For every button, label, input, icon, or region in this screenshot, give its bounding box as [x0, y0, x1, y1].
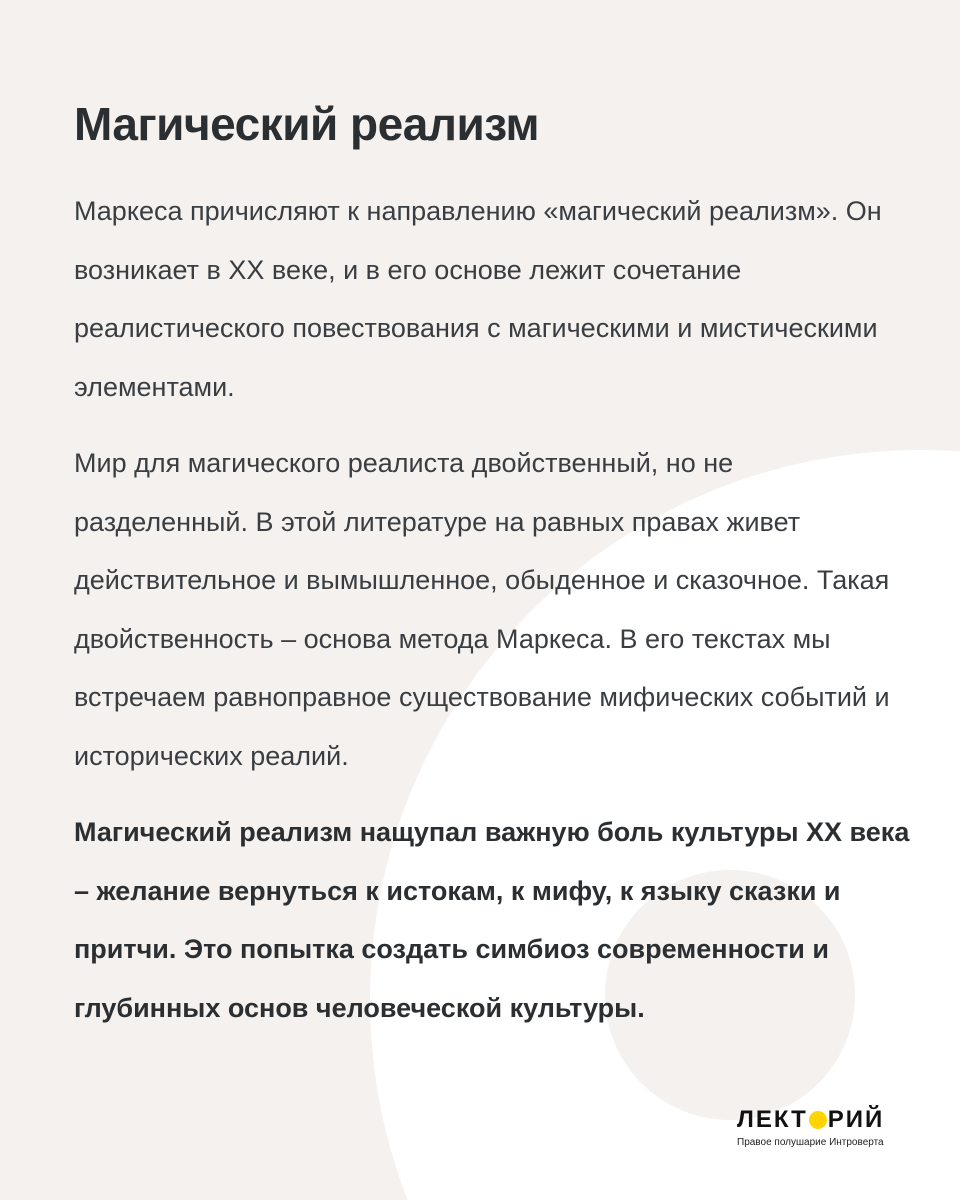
paragraph-conclusion: Магический реализм нащупал важную боль культуры XX века – желание вернуться к истокам, к мифу, к языку сказки и притчи. Это попытка создать симбиоз современности и глубинных основ человеческой культуры.: [74, 817, 910, 1023]
logo-word-part2: РИЙ: [827, 1106, 885, 1133]
logo-yellow-o-icon: [809, 1111, 827, 1129]
paragraph-duality: Мир для магического реалиста двойственный, но не разделенный. В этой литературе на равных правах живет действительное и вымышленное, обыденное и сказочное. Такая двойственность – основа метода Маркеса. В его текстах мы встречаем равноправное существование мифических событий и исторических реалий.: [74, 448, 890, 771]
logo-word-part1: ЛЕКТ: [737, 1106, 808, 1133]
page-title: Магический реализм: [74, 98, 540, 150]
paragraph-intro: Маркеса причисляют к направлению «магический реализм». Он возникает в XX веке, и в его основе лежит сочетание реалистического повествования с магическими и мистическими элементами.: [74, 196, 882, 402]
logo-wordmark: [737, 1106, 884, 1134]
lektoriy-logo: [737, 1106, 884, 1148]
article-body: [74, 92, 914, 1055]
logo-tagline: Правое полушарие Интроверта: [737, 1137, 884, 1148]
